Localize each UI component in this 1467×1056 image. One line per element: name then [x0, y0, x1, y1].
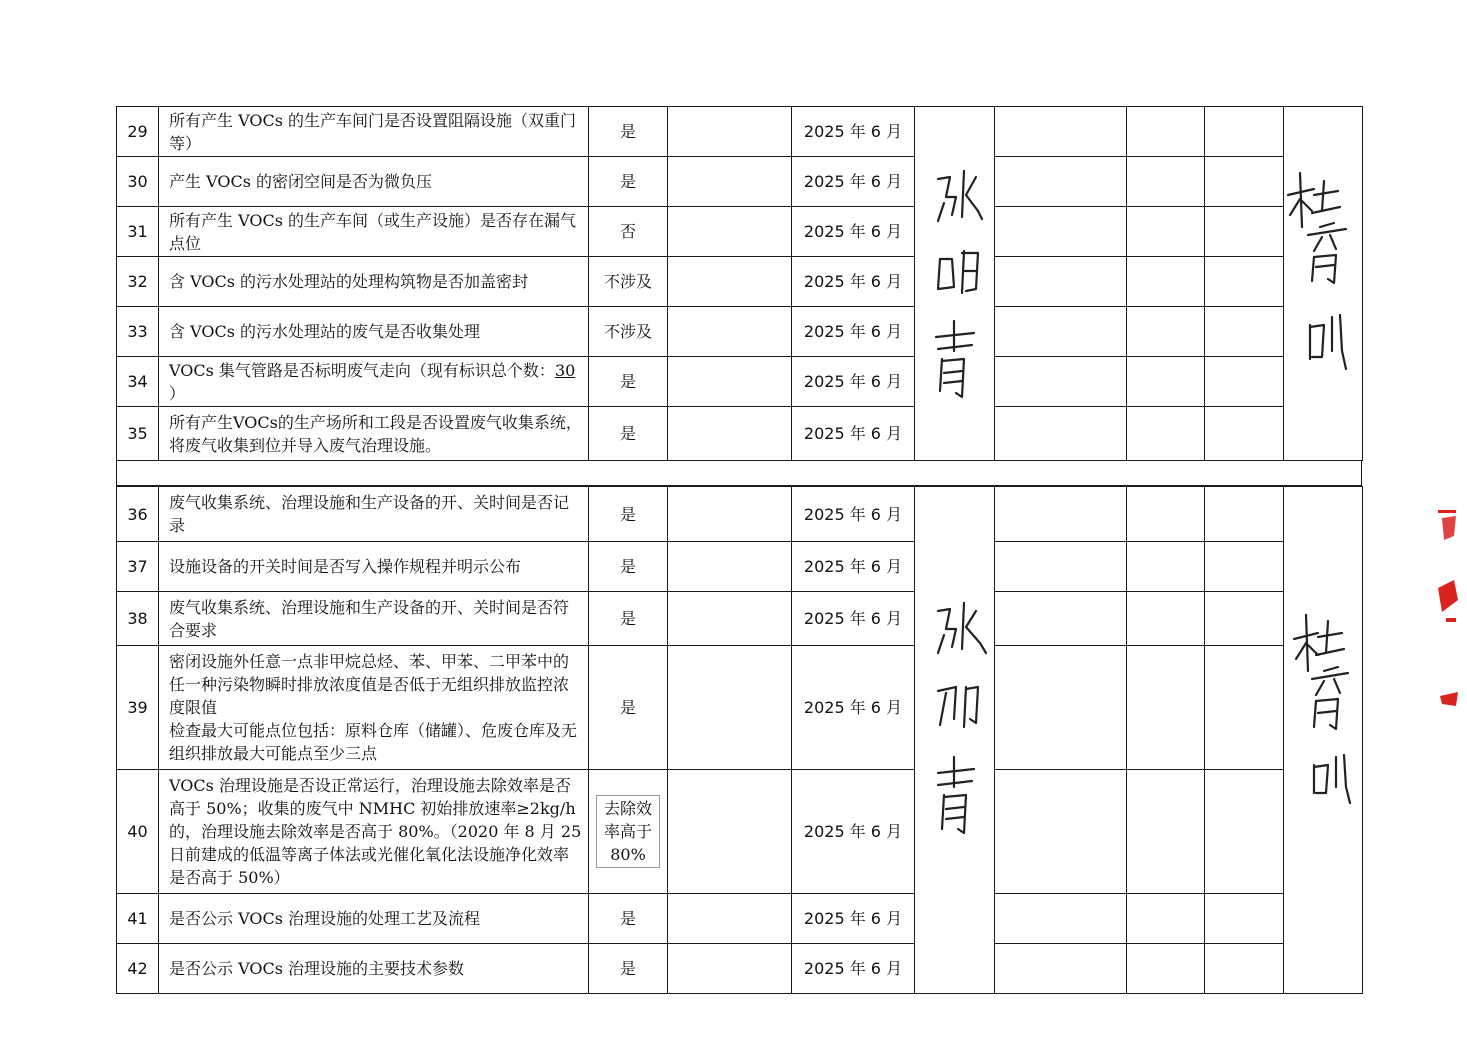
blank-cell — [1205, 357, 1284, 407]
blank-cell — [668, 107, 792, 157]
blank-cell — [1127, 894, 1205, 944]
row-number: 33 — [117, 307, 159, 357]
blank-cell — [1205, 487, 1284, 542]
blank-cell — [668, 407, 792, 461]
check-result: 是 — [589, 407, 668, 461]
blank-cell — [668, 207, 792, 257]
check-result-cell — [589, 770, 668, 894]
blank-cell — [1205, 646, 1284, 770]
blank-cell — [668, 307, 792, 357]
check-item-text: 是否公示 VOCs 治理设施的处理工艺及流程 — [159, 894, 589, 944]
table-row — [117, 307, 1363, 357]
check-result: 是 — [589, 357, 668, 407]
blank-cell — [668, 257, 792, 307]
blank-cell — [1127, 592, 1205, 646]
reviewer-signature — [1284, 487, 1362, 987]
blank-cell — [1205, 894, 1284, 944]
row-number: 42 — [117, 944, 159, 994]
check-result: 不涉及 — [589, 257, 668, 307]
row-number: 41 — [117, 894, 159, 944]
check-item-text-start: VOCs 集气管路是否标明废气走向（现有标识总个数： — [169, 360, 555, 380]
table-row — [117, 894, 1363, 944]
table-row — [117, 257, 1363, 307]
blank-cell — [995, 487, 1127, 542]
blank-cell — [1205, 107, 1284, 157]
check-date: 2025 年 6 月 — [792, 542, 915, 592]
blank-cell — [995, 307, 1127, 357]
check-result: 否 — [589, 207, 668, 257]
check-item-text: 废气收集系统、治理设施和生产设备的开、关时间是否符合要求 — [159, 592, 589, 646]
blank-cell — [1127, 207, 1205, 257]
check-result: 是 — [589, 157, 668, 207]
blank-cell — [1205, 157, 1284, 207]
check-date: 2025 年 6 月 — [792, 407, 915, 461]
table-row — [117, 592, 1363, 646]
inspector-signature-cell — [915, 487, 995, 994]
blank-cell — [1205, 592, 1284, 646]
inspector-signature — [916, 487, 994, 987]
table-row — [117, 207, 1363, 257]
reviewer-signature-text: 杜育明 — [1284, 110, 1287, 112]
blank-cell — [1127, 357, 1205, 407]
blank-cell — [995, 770, 1127, 894]
blank-cell — [668, 894, 792, 944]
check-item-text: 废气收集系统、治理设施和生产设备的开、关时间是否记录 — [159, 487, 589, 542]
check-result: 是 — [589, 944, 668, 994]
check-date: 2025 年 6 月 — [792, 307, 915, 357]
check-item-text — [159, 357, 589, 407]
table-row — [117, 487, 1363, 542]
table-row — [117, 107, 1363, 157]
blank-cell — [668, 357, 792, 407]
table-row — [117, 646, 1363, 770]
blank-cell — [1205, 407, 1284, 461]
check-date: 2025 年 6 月 — [792, 357, 915, 407]
row-number: 36 — [117, 487, 159, 542]
check-item-text: 所有产生VOCs的生产场所和工段是否设置废气收集系统，将废气收集到位并导入废气治理设施。 — [159, 407, 589, 461]
blank-cell — [1127, 646, 1205, 770]
blank-cell — [1127, 157, 1205, 207]
check-date: 2025 年 6 月 — [792, 257, 915, 307]
blank-cell — [995, 944, 1127, 994]
check-date: 2025 年 6 月 — [792, 592, 915, 646]
blank-cell — [1205, 257, 1284, 307]
check-date: 2025 年 6 月 — [792, 207, 915, 257]
table-row — [117, 770, 1363, 894]
check-result: 是 — [589, 592, 668, 646]
inspector-signature — [916, 111, 994, 451]
blank-cell — [995, 894, 1127, 944]
reviewer-signature-cell — [1284, 107, 1363, 461]
table-row — [117, 407, 1363, 461]
check-date: 2025 年 6 月 — [792, 944, 915, 994]
check-result: 是 — [589, 894, 668, 944]
blank-cell — [1127, 407, 1205, 461]
check-item-text: VOCs 治理设施是否设正常运行，治理设施去除效率是否高于 50%；收集的废气中 NMHC 初始排放速率≥2kg/h 的，治理设施去除效率是否高于 80%。（2020 年 8 月 25 日前建成的低温等离子体法或光催化氧化法设施净化效率是否高于 50%） — [159, 770, 589, 894]
blank-cell — [1127, 487, 1205, 542]
inspector-signature-cell — [915, 107, 995, 461]
check-item-text: 含 VOCs 的污水处理站的处理构筑物是否加盖密封 — [159, 257, 589, 307]
check-item-text: 密闭设施外任意一点非甲烷总烃、苯、甲苯、二甲苯中的任一种污染物瞬时排放浓度值是否低于无组织排放监控浓度限值 检查最大可能点位包括：原料仓库（储罐）、危废仓库及无组织排放最大可能点至少三点 — [159, 646, 589, 770]
blank-cell — [995, 257, 1127, 307]
blank-cell — [1127, 770, 1205, 894]
blank-cell — [995, 107, 1127, 157]
row-number: 29 — [117, 107, 159, 157]
blank-cell — [668, 646, 792, 770]
reviewer-signature — [1284, 111, 1362, 451]
inspector-signature-text: 张明青 — [915, 487, 919, 488]
blank-cell — [995, 646, 1127, 770]
blank-cell — [995, 542, 1127, 592]
row-number: 32 — [117, 257, 159, 307]
table-row — [117, 542, 1363, 592]
blank-cell — [1205, 770, 1284, 894]
row-number: 35 — [117, 407, 159, 461]
row-number: 39 — [117, 646, 159, 770]
blank-cell — [995, 207, 1127, 257]
check-item-text: 所有产生 VOCs 的生产车间门是否设置阻隔设施（双重门等） — [159, 107, 589, 157]
check-result: 是 — [589, 107, 668, 157]
label-count-value: 30 — [554, 360, 576, 380]
check-date: 2025 年 6 月 — [792, 157, 915, 207]
check-result: 是 — [589, 487, 668, 542]
blank-cell — [1205, 542, 1284, 592]
blank-cell — [668, 157, 792, 207]
check-item-text: 产生 VOCs 的密闭空间是否为微负压 — [159, 157, 589, 207]
row-number: 34 — [117, 357, 159, 407]
table-row — [117, 944, 1363, 994]
inspector-signature-text: 张明青 — [915, 110, 919, 112]
check-date: 2025 年 6 月 — [792, 487, 915, 542]
check-result: 不涉及 — [589, 307, 668, 357]
check-item-text-end: ） — [169, 383, 186, 403]
blank-cell — [668, 770, 792, 894]
blank-cell — [995, 407, 1127, 461]
blank-cell — [1205, 944, 1284, 994]
check-item-text: 含 VOCs 的污水处理站的废气是否收集处理 — [159, 307, 589, 357]
row-number: 30 — [117, 157, 159, 207]
blank-cell — [1127, 944, 1205, 994]
check-date: 2025 年 6 月 — [792, 107, 915, 157]
blank-cell — [1127, 257, 1205, 307]
blank-cell — [1205, 307, 1284, 357]
check-date: 2025 年 6 月 — [792, 646, 915, 770]
blank-cell — [668, 944, 792, 994]
row-number: 38 — [117, 592, 159, 646]
checklist-table-block-1 — [116, 106, 1363, 461]
blank-cell — [995, 357, 1127, 407]
blank-cell — [1127, 542, 1205, 592]
check-item-text: 所有产生 VOCs 的生产车间（或生产设施）是否存在漏气点位 — [159, 207, 589, 257]
check-result: 是 — [589, 542, 668, 592]
blank-cell — [1127, 107, 1205, 157]
blank-cell — [1127, 307, 1205, 357]
reviewer-signature-text: 杜育明 — [1284, 487, 1287, 488]
blank-cell — [668, 542, 792, 592]
row-number: 31 — [117, 207, 159, 257]
check-date: 2025 年 6 月 — [792, 770, 915, 894]
blank-cell — [995, 592, 1127, 646]
check-item-text: 是否公示 VOCs 治理设施的主要技术参数 — [159, 944, 589, 994]
seal-stamp-fragment — [1432, 500, 1466, 720]
check-result: 去除效率高于80% — [596, 795, 660, 868]
separator-band — [116, 460, 1362, 486]
row-number: 37 — [117, 542, 159, 592]
table-row — [117, 357, 1363, 407]
blank-cell — [668, 487, 792, 542]
blank-cell — [1205, 207, 1284, 257]
check-date: 2025 年 6 月 — [792, 894, 915, 944]
row-number: 40 — [117, 770, 159, 894]
table-row — [117, 157, 1363, 207]
blank-cell — [668, 592, 792, 646]
check-result: 是 — [589, 646, 668, 770]
blank-cell — [995, 157, 1127, 207]
checklist-table-block-2 — [116, 486, 1363, 994]
check-item-text: 设施设备的开关时间是否写入操作规程并明示公布 — [159, 542, 589, 592]
reviewer-signature-cell — [1284, 487, 1363, 994]
